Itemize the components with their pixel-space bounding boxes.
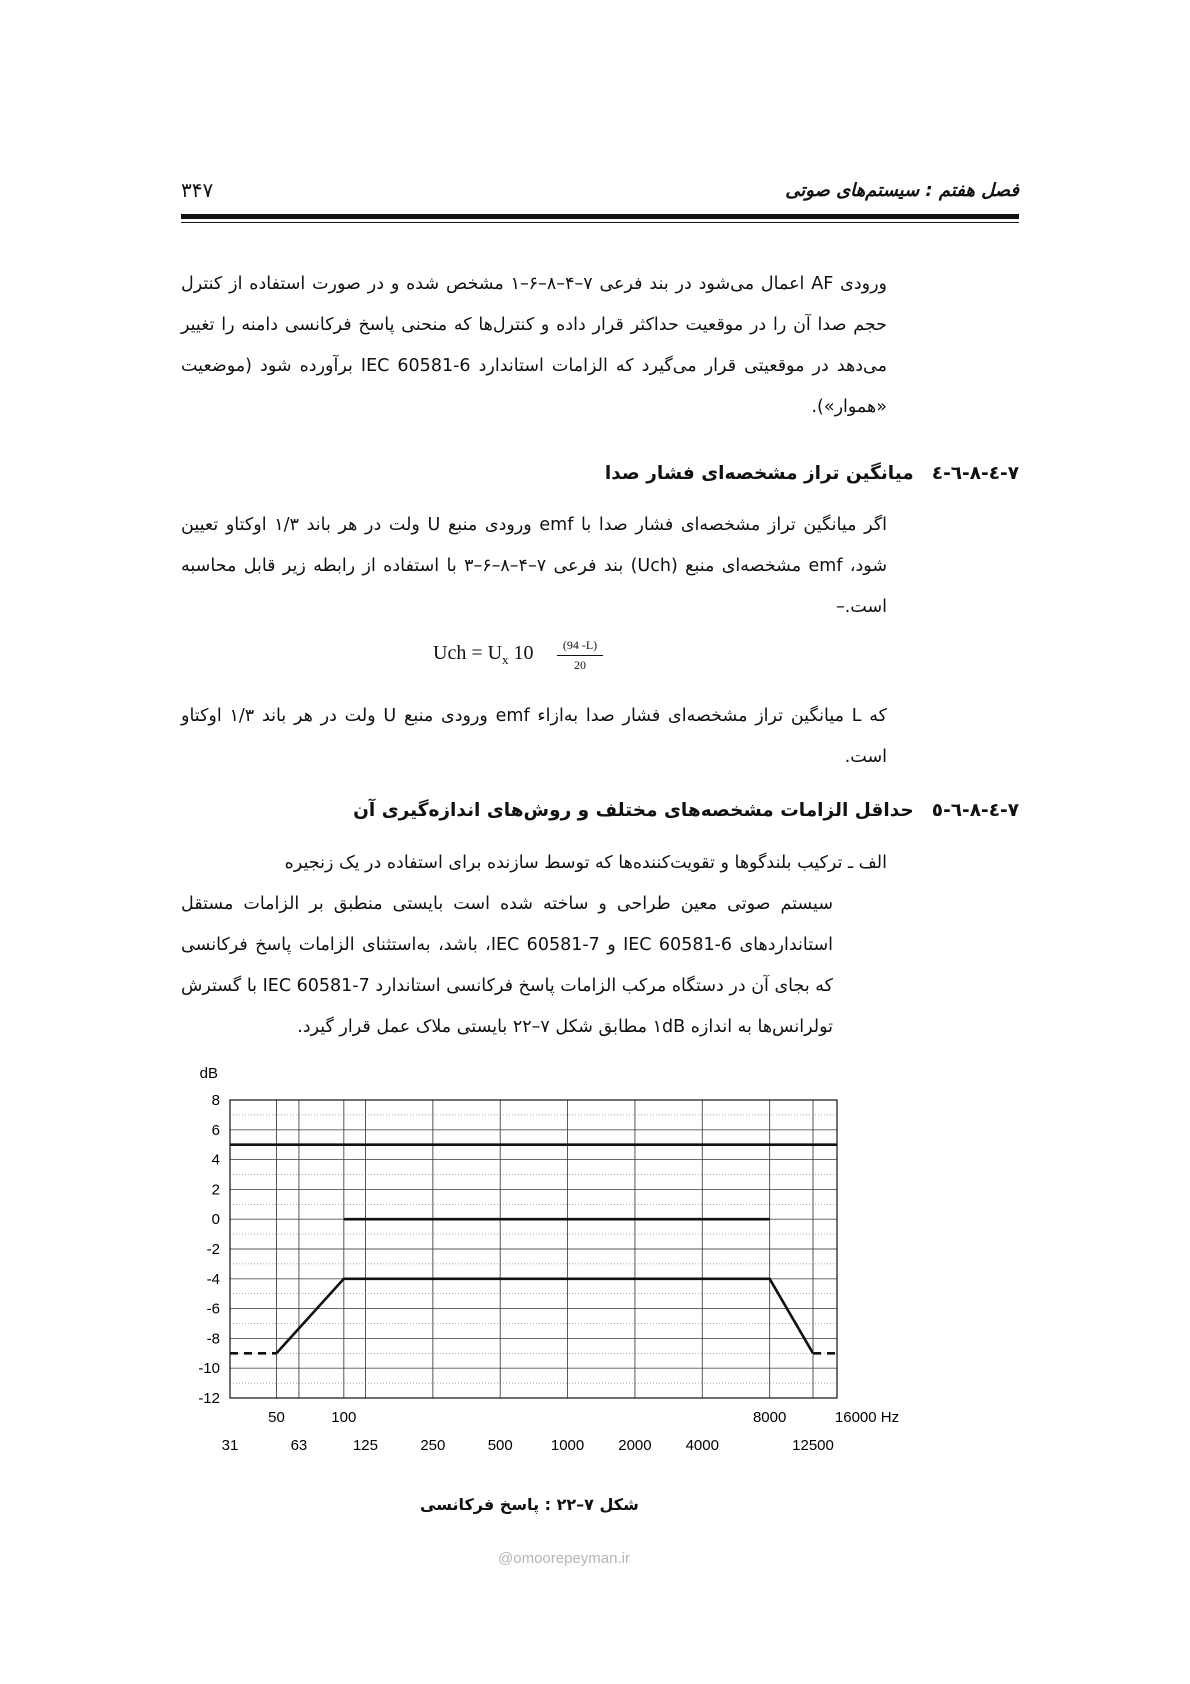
x-tick-label: 63	[290, 1437, 308, 1454]
paragraph-definition-l: که L میانگین تراز مشخصه‌ای فشار صدا به‌ازاء emf ورودی منبع U ولت در هر باند ۱/۳ اوکتاو است.	[181, 706, 887, 767]
y-tick-label: -2	[206, 1241, 220, 1258]
section-number-a: ۷-٤-۸-٦-٤	[931, 463, 1019, 484]
y-tick-label: 0	[211, 1211, 220, 1229]
x-tick-label: 50	[268, 1409, 285, 1426]
watermark-url: @omoorepeyman.ir	[498, 1550, 630, 1567]
y-tick-label: -8	[206, 1330, 220, 1348]
x-tick-label: 125	[352, 1437, 379, 1454]
paragraph-intro: ورودی AF اعمال می‌شود در بند فرعی ۷–۴–۸–۶–۱ مشخص شده و در صورت استفاده از کنترل حجم صدا آن را در موقعیت حداکثر قرار داده و کنترل‌ها که منحنی پاسخ فرکانسی دامنه را تغییر می‌دهد در موقعیتی قرار می‌گیرد که الزامات استاندارد IEC 60581-6 برآورده شود (موضعیت «هموار»).	[181, 274, 888, 417]
formula	[433, 642, 534, 668]
page-header	[181, 178, 1019, 208]
header-rule-thin	[181, 222, 1019, 223]
x-tick-label: 1000	[550, 1437, 585, 1454]
section-heading-b	[353, 800, 1019, 821]
header-rule-thick	[181, 214, 1019, 219]
series-line	[276, 1279, 813, 1354]
x-tick-label: 2000	[618, 1437, 652, 1454]
x-tick-label: 500	[487, 1437, 513, 1454]
frequency-response-chart	[190, 1060, 900, 1454]
formula-subscript: x	[502, 652, 509, 667]
x-tick-label: 250	[420, 1437, 446, 1454]
y-tick-label: -4	[206, 1270, 220, 1288]
paragraph-requirements-first-line: الف ـ ترکیب بلندگوها و تقویت‌کننده‌ها که توسط سازنده برای استفاده در یک زنجیره	[284, 853, 887, 873]
formula-base: 10	[513, 642, 534, 664]
y-tick-label: -12	[198, 1390, 220, 1407]
formula-exponent	[557, 638, 603, 673]
paragraph-average-level: اگر میانگین تراز مشخصه‌ای فشار صدا با emf ورودی منبع U ولت در هر باند ۱/۳ اوکتاو تعیین شود، emf مشخصه‌ای منبع (Uch) بند فرعی ۷–۴–۸–۶–۳ با استفاده از رابطه زیر قابل محاسبه است.–	[181, 515, 888, 617]
y-tick-label: 8	[211, 1092, 220, 1109]
y-axis-label: dB	[199, 1065, 218, 1082]
x-tick-label: 12500	[792, 1437, 834, 1454]
formula-lhs: Uch = U	[433, 642, 503, 664]
section-heading-a	[605, 463, 1019, 484]
x-tick-label: 31	[221, 1437, 239, 1454]
exponent-denominator: 20	[574, 658, 586, 672]
y-tick-label: -6	[206, 1300, 220, 1318]
figure-caption: شکل ۷–۲۲ : پاسخ فرکانسی	[420, 1495, 639, 1514]
x-tick-label: 8000	[752, 1409, 787, 1426]
exponent-numerator: (94 -L)	[557, 638, 603, 656]
section-title-a: میانگین تراز مشخصه‌ای فشار صدا	[604, 463, 914, 484]
paragraph-requirements-body: سیستم صوتی معین طراحی و ساخته شده است بایستی منطبق بر الزامات مستقل استانداردهای IEC 60581-6 و IEC 60581-7، باشد، به‌استثنای الزامات پاسخ فرکانسی که بجای آن در دستگاه مرکب الزامات پاسخ فرکانسی استاندارد IEC 60581-7 با گسترش تولرانس‌ها به اندازه ۱dB مطابق شکل ۷–۲۲ بایستی ملاک عمل قرار گیرد.	[181, 894, 834, 1037]
y-tick-label: -10	[198, 1360, 220, 1378]
x-tick-label: 4000	[685, 1437, 719, 1454]
x-tick-label: 16000 Hz	[834, 1409, 900, 1426]
page-number: ۳۴۷	[181, 178, 214, 202]
chapter-title: فصل هفتم : سیستم‌های صوتی	[785, 180, 1019, 201]
y-tick-label: 6	[211, 1121, 220, 1139]
section-number-b: ۷-٤-۸-٦-٥	[931, 800, 1019, 821]
section-title-b: حداقل الزامات مشخصه‌های مختلف و روش‌های اندازه‌گیری آن	[353, 800, 914, 821]
x-tick-label: 100	[331, 1409, 357, 1426]
y-tick-label: 2	[211, 1181, 220, 1199]
y-tick-label: 4	[211, 1151, 220, 1169]
